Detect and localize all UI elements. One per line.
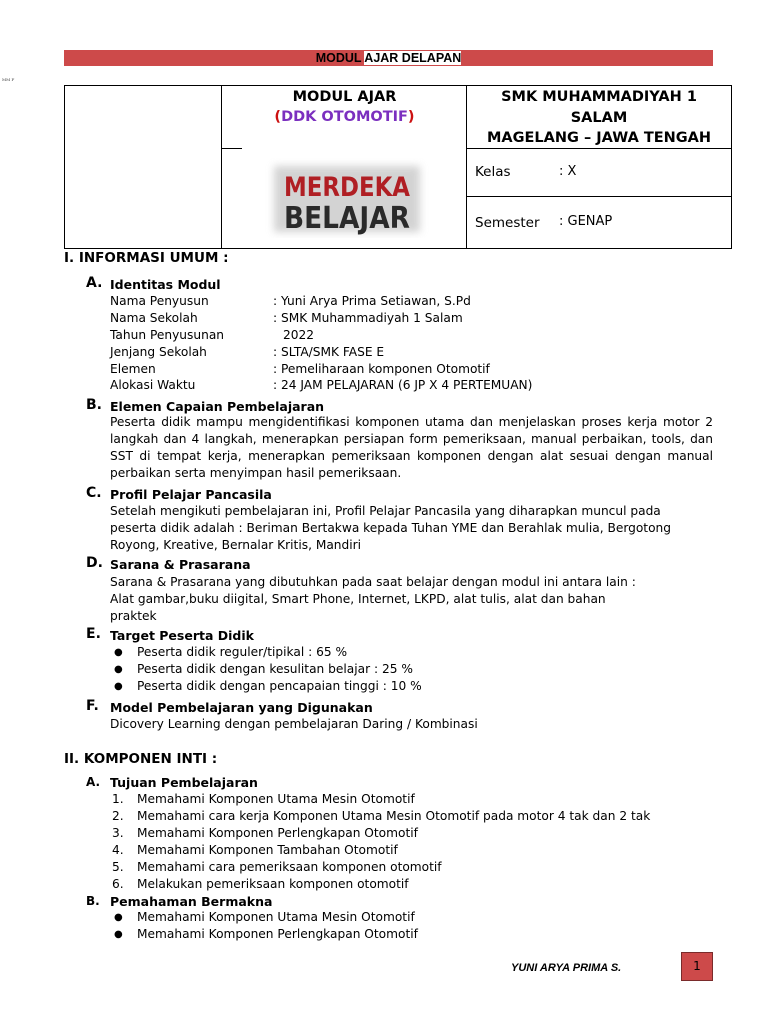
identity-label: Nama Penyusun [110,294,209,308]
semester-value: : GENAP [559,214,613,229]
bullet-icon: ● [114,929,123,940]
svg-text:BELAJAR: BELAJAR [284,201,410,236]
section-1a-title: Identitas Modul [110,277,221,292]
document-banner [64,50,713,66]
header-table [64,85,732,249]
section-1f-title: Model Pembelajaran yang Digunakan [110,700,373,715]
section-1-heading: I. INFORMASI UMUM : [64,250,229,266]
tujuan-item: Memahami Komponen Perlengkapan Otomotif [137,826,418,840]
kelas-value: : X [559,164,577,179]
tujuan-item: Melakukan pemeriksaan komponen otomotif [137,877,409,891]
tujuan-item: Memahami cara pemeriksaan komponen otomotif [137,860,442,874]
section-1f-letter: F. [86,698,99,714]
section-1c-letter: C. [86,485,102,501]
section-1b-title: Elemen Capaian Pembelajaran [110,399,325,414]
target-item: Peserta didik dengan pencapaian tinggi : 10 % [137,679,422,693]
identity-value: : Pemeliharaan komponen Otomotif [273,362,490,376]
identity-value: : SMK Muhammadiyah 1 Salam [273,311,463,325]
module-title: MODUL AJAR [292,89,397,105]
section-2b-letter: B. [86,894,100,908]
pemahaman-item: Memahami Komponen Utama Mesin Otomotif [137,910,415,924]
identity-label: Tahun Penyusunan [110,328,225,342]
identity-value: 2022 [283,328,315,342]
profil-line: peserta didik adalah : Beriman Bertakwa kepada Tuhan YME dan Berahlak mulia, Bergotong [110,521,672,535]
sarana-line: praktek [110,609,157,623]
list-number: 2. [112,809,124,823]
pemahaman-item: Memahami Komponen Perlengkapan Otomotif [137,927,418,941]
school-name: SMK MUHAMMADIYAH 1 SALAM MAGELANG – JAWA TENGAH [486,89,712,146]
section-2a-letter: A. [86,775,101,789]
list-number: 5. [112,860,124,874]
identity-label: Nama Sekolah [110,311,198,325]
margin-mark: MM F [2,77,15,82]
svg-text:MERDEKA: MERDEKA [284,172,411,203]
list-number: 6. [112,877,124,891]
profil-line: Setelah mengikuti pembelajaran ini, Profil Pelajar Pancasila yang diharapkan muncul pada [110,504,661,518]
section-2-heading: II. KOMPONEN INTI : [64,751,218,767]
bullet-icon: ● [114,681,123,692]
list-number: 1. [112,792,124,806]
section-1c-title: Profil Pelajar Pancasila [110,487,272,502]
tujuan-item: Memahami cara kerja Komponen Utama Mesin Otomotif pada motor 4 tak dan 2 tak [137,809,651,823]
profil-line: Royong, Kreative, Bernalar Kritis, Mandiri [110,538,362,552]
capaian-paragraph: Peserta didik mampu mengidentifikasi komponen utama dan menjelaskan proses kerja motor 2 langkah dan 4 langkah, menerapkan persiapan form pemeriksaan, manual perbaikan, tools, dan SST di tempat kerja, menerapkan pemeriksaan komponen dengan alat sesuai dengan manual perbaikan serta menyimpan hasil pemeriksaan. [110,415,713,480]
module-subtitle: (DDK OTOMOTIF) [274,109,415,125]
page-number: 1 [681,952,713,981]
section-1a-letter: A. [86,275,103,291]
section-1d-title: Sarana & Prasarana [110,557,251,572]
bullet-icon: ● [114,647,123,658]
identity-label: Alokasi Waktu [110,378,196,392]
identity-value: : SLTA/SMK FASE E [273,345,385,359]
header-empty-cell [65,86,222,248]
footer-author: YUNI ARYA PRIMA S. [511,962,622,974]
banner-text-part1: MODUL [315,51,365,65]
sarana-line: Sarana & Prasarana yang dibutuhkan pada saat belajar dengan modul ini antara lain : [110,575,636,589]
banner-text-part2: AJAR DELAPAN [364,51,462,65]
identity-label: Jenjang Sekolah [110,345,207,359]
target-item: Peserta didik dengan kesulitan belajar : 25 % [137,662,413,676]
list-number: 4. [112,843,124,857]
semester-label: Semester [475,215,540,231]
identity-value: : 24 JAM PELAJARAN (6 JP X 4 PERTEMUAN) [273,378,533,392]
header-title-cell [222,86,467,248]
bullet-icon: ● [114,912,123,923]
sarana-line: Alat gambar,buku diigital, Smart Phone, Internet, LKPD, alat tulis, alat dan bahan [110,592,606,606]
section-1b-letter: B. [86,397,102,413]
section-1e-letter: E. [86,626,101,642]
identity-value: : Yuni Arya Prima Setiawan, S.Pd [273,294,471,308]
target-item: Peserta didik reguler/tipikal : 65 % [137,645,348,659]
kelas-label: Kelas [475,164,511,180]
section-1e-title: Target Peserta Didik [110,628,254,643]
section-2b-title: Pemahaman Bermakna [110,894,273,909]
tujuan-item: Memahami Komponen Utama Mesin Otomotif [137,792,415,806]
header-school-cell [467,86,731,248]
tujuan-item: Memahami Komponen Tambahan Otomotif [137,843,398,857]
list-number: 3. [112,826,124,840]
section-1d-letter: D. [86,555,103,571]
bullet-icon: ● [114,664,123,675]
model-text: Dicovery Learning dengan pembelajaran Daring / Kombinasi [110,717,478,731]
merdeka-belajar-logo [262,158,432,238]
section-2a-title: Tujuan Pembelajaran [110,775,258,790]
identity-label: Elemen [110,362,156,376]
